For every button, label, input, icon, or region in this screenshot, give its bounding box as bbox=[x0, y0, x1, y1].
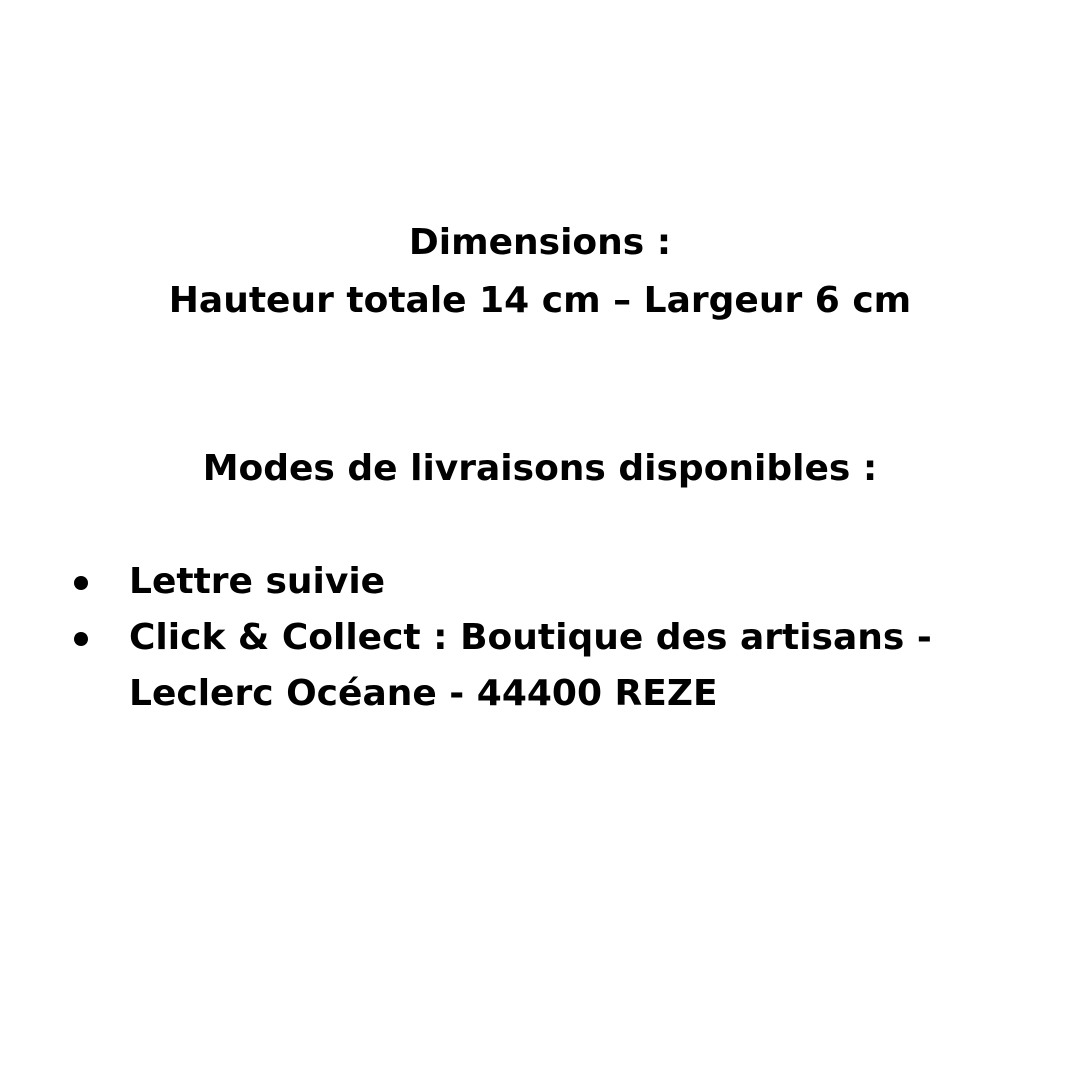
delivery-mode-label: Click & Collect : Boutique des artisans - Leclerc Océane - 44400 REZE bbox=[129, 617, 932, 714]
list-item bbox=[0, 610, 989, 722]
dimensions-title: Dimensions : bbox=[408, 222, 672, 263]
delivery-modes-title: Modes de livraisons disponibles : bbox=[202, 448, 878, 489]
list-item bbox=[0, 554, 989, 610]
bullet-icon bbox=[74, 576, 88, 590]
delivery-modes-list bbox=[0, 554, 1080, 722]
delivery-mode-label: Lettre suivie bbox=[129, 561, 386, 602]
dimensions-value: Hauteur totale 14 cm – Largeur 6 cm bbox=[168, 280, 912, 321]
bullet-icon bbox=[74, 632, 88, 646]
